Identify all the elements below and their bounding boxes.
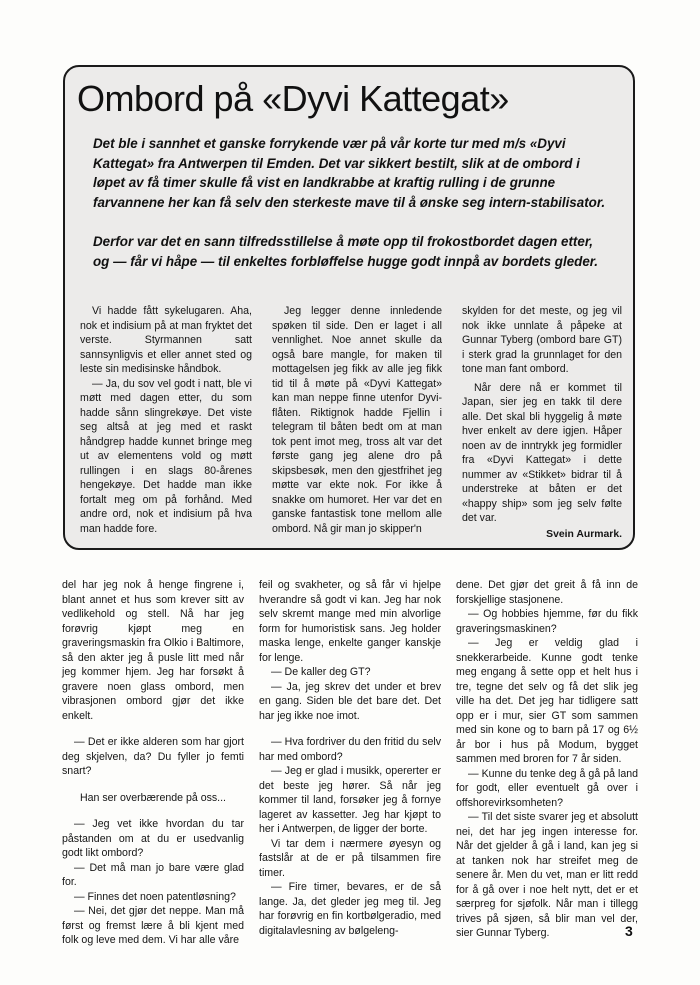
paragraph: — Jeg vet ikke hvordan du tar påstanden om at du er usedvanlig godt likt ombord? bbox=[62, 818, 244, 859]
paragraph: Jeg legger denne innledende spøken til side. Den er laget i all vennlighet. Noe annet skulle da også bare mangle, for maken til mottagelsen jeg fikk av alle jeg fikk tid til å møte på «Dyvi Kattegat» kan man neppe finne utenfor Dyvi-flåten. Riktignok hadde Fjellin i telegram til båten bedt om at man tok pent imot meg, tross alt var det første gang jeg alene dro på skipsbesøk, men den gjestfrihet jeg møtte var ekte nok. For ikke å snakke om humoret. Her var det en ganske fantastisk tone mellom alle ombord. Nå gir man jo skipper'n bbox=[272, 305, 442, 535]
paragraph: Når dere nå er kommet til Japan, sier jeg en takk til dere alle. Det skal bli hyggelig å møte hver enkelt av dere igjen. Håper noen av de inntrykk jeg formidler fra «Dyvi Kattegat» i dette nummer av «Stikket» bidrar til å understreke at båten er det «happy ship» som jeg selv følte det var. bbox=[462, 381, 622, 524]
paragraph: — Og hobbies hjemme, før du fikk graveringsmaskinen? bbox=[456, 608, 638, 635]
main-column-3 bbox=[456, 578, 638, 941]
paragraph: — Til det siste svarer jeg et absolutt nei, det har jeg ingen interesse for. Når det gjelder å gå i land, kan jeg si at tanken nok har streifet meg de senere år. Men du vet, man er litt redd for å gå over i noe helt nytt, det er et særpreg for sjøfolk. Når man i tillegg trives på sjøen, så blir man vel der, sier Gunnar Tyberg. bbox=[456, 811, 638, 939]
paragraph: Vi hadde fått sykelugaren. Aha, nok et indisium på at man fryktet det verste. Styrmannen satt sannsynligvis et eller annet sted og leste sin medisinske håndbok. bbox=[80, 305, 252, 375]
main-column-1 bbox=[62, 578, 244, 948]
paragraph: — Jeg er glad i musikk, opererter er det beste jeg hører. Så når jeg kommer til land, forsøker jeg å fornye lageret av kassetter. Jeg har kjøpt to her i Antwerpen, de ligger der borte. bbox=[259, 765, 441, 835]
paragraph: — Kunne du tenke deg å gå på land for godt, eller eventuelt gå over i offshorevirksomheten? bbox=[456, 767, 638, 809]
paragraph: — Finnes det noen patentløsning? bbox=[74, 890, 236, 903]
paragraph: feil og svakheter, og så får vi hjelpe hverandre så godt vi kan. Jeg har nok selv skremt mange med min alvorlige form for humoristisk sans. Jeg holder maska lenge, enkelte ganger kanskje for lenge. bbox=[259, 579, 441, 664]
paragraph: skylden for det meste, og jeg vil nok ikke unnlate å påpeke at Gunnar Tyberg (ombord bare GT) i sterk grad la grunnlaget for den tone man fant ombord. bbox=[462, 305, 622, 375]
paragraph: — Ja, jeg skrev det under et brev en gang. Siden ble det bare det. Det har jeg ikke noe imot. bbox=[259, 680, 441, 722]
paragraph: Vi tar dem i nærmere øyesyn og fastslår at de er på tilsammen fire timer. bbox=[259, 837, 441, 879]
paragraph: — Hva fordriver du den fritid du selv har med ombord? bbox=[259, 736, 441, 763]
paragraph: — Det er ikke alderen som har gjort deg skjelven, da? Du fyller jo femti snart? bbox=[62, 736, 244, 777]
paragraph: — Det må man jo bare være glad for. bbox=[62, 861, 244, 888]
box-column-1 bbox=[80, 304, 252, 536]
paragraph: — De kaller deg GT? bbox=[271, 666, 371, 678]
paragraph: del har jeg nok å henge fingrene i, blant annet et hus som krever sitt av vedlikehold og stell. Nå har jeg forøvrig kjøpt meg en graveringsmaskin fra Olkio i Baltimore, så den akter jeg å pusle litt med når jeg kommer hjem. Jeg har forsøkt å gravere noen glass ombord, men vibrasjonen ombord gjør det ikke enkelt. bbox=[62, 579, 244, 722]
paragraph: — Fire timer, bevares, er de så lange. Ja, det gleder jeg meg til. Jeg har forøvrig en fin kortbølgeradio, med digitalavlesning av bølgeleng- bbox=[259, 881, 441, 937]
box-column-3 bbox=[462, 304, 622, 542]
author-signature: Svein Aurmark. bbox=[546, 528, 622, 540]
article-title: Ombord på «Dyvi Kattegat» bbox=[77, 78, 509, 119]
paragraph: — Nei, det gjør det neppe. Man må først og fremst lære å bli kjent med folk og leve med dem. Vi har alle våre bbox=[62, 905, 244, 946]
main-column-2 bbox=[259, 578, 441, 938]
page-number: 3 bbox=[625, 923, 633, 939]
paragraph: Han ser overbærende på oss... bbox=[79, 791, 227, 804]
paragraph: dene. Det gjør det greit å få inn de forskjellige stasjonene. bbox=[456, 579, 638, 606]
paragraph: — Ja, du sov vel godt i natt, ble vi møtt med dagen etter, du som hadde sånn slingrekøye. Det viste seg altså at jeg med et raskt håndgrep hadde kunnet bringe meg ut av elementens vold og møtt rullingen i en slags 80-årenes hengekøye. Det hadde man ikke fortalt meg om på forhånd. Med andre ord, nok et indisium på hva man hadde fore. bbox=[80, 377, 252, 535]
box-column-2 bbox=[272, 304, 442, 536]
lead-paragraph-2: Derfor var det en sann tilfredsstillelse å møte opp til frokostbordet dagen etter, og — får vi håpe — til enkeltes forbløffelse hugge godt innpå av bordets gleder. bbox=[93, 234, 598, 269]
lead-paragraph-1: Det ble i sannhet et ganske forrykende vær på vår korte tur med m/s «Dyvi Kattegat» fra Antwerpen til Emden. Det var sikkert bestilt, slik at de ombord i løpet av få timer skulle få vist en landkrabbe at kraftig rulling i de grunne farvannene her kan få selv den sterkeste mave til å ønske seg intern-stabilisator. bbox=[93, 136, 606, 210]
paragraph: — Jeg er veldig glad i snekkerarbeide. Kunne godt tenke meg engang å sette opp et helt hus i tre, tegne det selv og få det slik jeg ville ha det. Det jeg har tidligere satt opp er i mur, sier GT som sammen med sin kone og to barn på 17 og 6½ år bor i hus på Modum, bygget sammen med broren for 7 år siden. bbox=[456, 637, 638, 765]
